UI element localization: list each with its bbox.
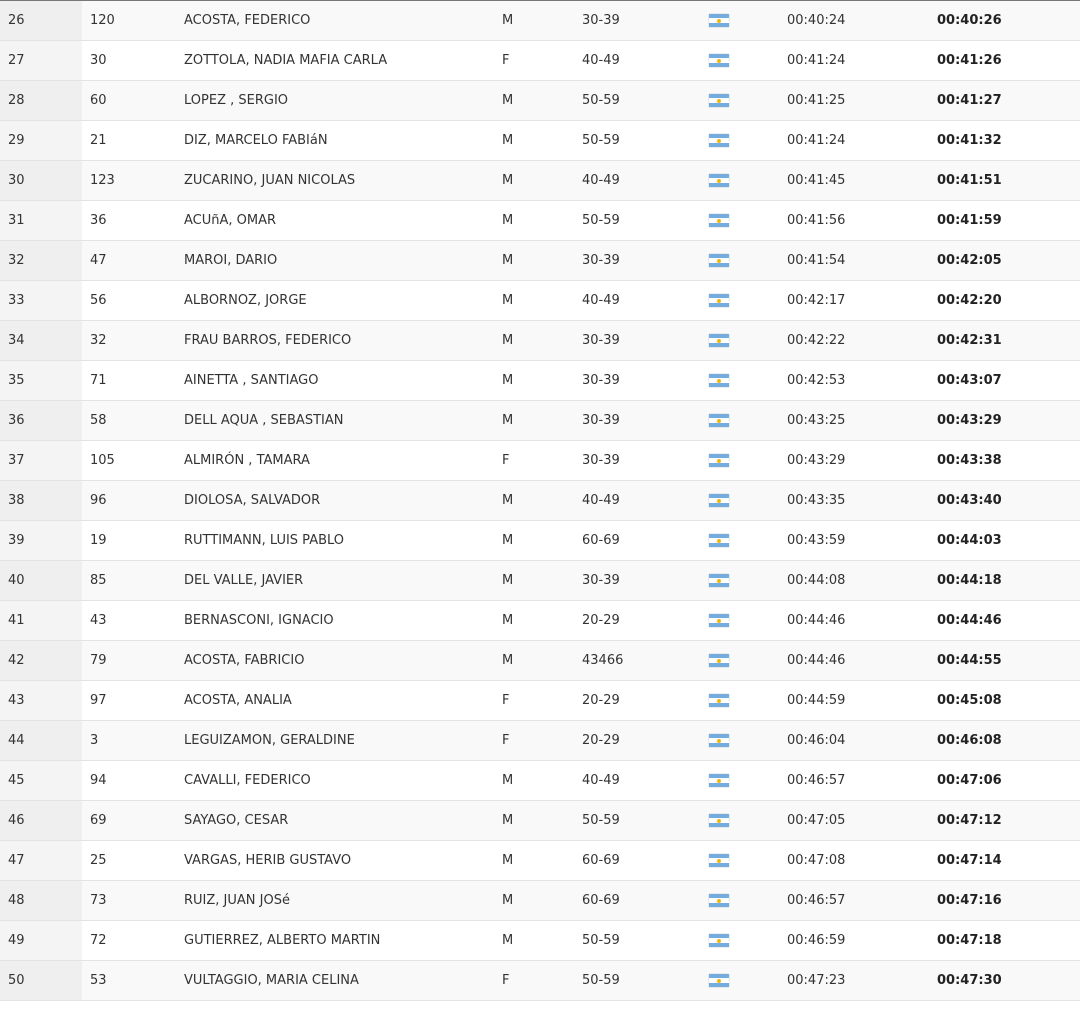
sex-cell: M [500,601,582,641]
country-cell [707,521,787,561]
sex-cell: F [500,961,582,1001]
runner-name-cell: CAVALLI, FEDERICO [180,761,500,801]
table-row [0,961,1080,1001]
position-cell: 41 [0,601,82,641]
final-time-cell: 00:47:16 [937,881,1080,921]
category-cell: 20-29 [582,721,707,761]
country-cell [707,681,787,721]
country-cell [707,321,787,361]
category-cell: 30-39 [582,441,707,481]
final-time-cell: 00:40:26 [937,1,1080,41]
bib-number-cell: 71 [82,361,180,401]
position-cell: 35 [0,361,82,401]
category-cell: 20-29 [582,601,707,641]
argentina-flag-icon [709,454,729,467]
table-row [0,41,1080,81]
final-time-cell: 00:42:31 [937,321,1080,361]
time-cell: 00:43:25 [787,401,937,441]
runner-name-cell: FRAU BARROS, FEDERICO [180,321,500,361]
runner-name-cell: ALBORNOZ, JORGE [180,281,500,321]
runner-name-cell: LEGUIZAMON, GERALDINE [180,721,500,761]
time-cell: 00:47:08 [787,841,937,881]
final-time-cell: 00:41:59 [937,201,1080,241]
table-row [0,481,1080,521]
bib-number-cell: 25 [82,841,180,881]
position-cell: 47 [0,841,82,881]
position-cell: 34 [0,321,82,361]
category-cell: 60-69 [582,521,707,561]
argentina-flag-icon [709,374,729,387]
category-cell: 30-39 [582,561,707,601]
runner-name-cell: RUIZ, JUAN JOSé [180,881,500,921]
table-row [0,641,1080,681]
bib-number-cell: 69 [82,801,180,841]
time-cell: 00:44:08 [787,561,937,601]
time-cell: 00:44:46 [787,641,937,681]
runner-name-cell: DELL AQUA , SEBASTIAN [180,401,500,441]
runner-name-cell: AINETTA , SANTIAGO [180,361,500,401]
position-cell: 33 [0,281,82,321]
final-time-cell: 00:44:55 [937,641,1080,681]
final-time-cell: 00:47:12 [937,801,1080,841]
time-cell: 00:43:59 [787,521,937,561]
category-cell: 50-59 [582,801,707,841]
final-time-cell: 00:45:08 [937,681,1080,721]
position-cell: 42 [0,641,82,681]
bib-number-cell: 32 [82,321,180,361]
bib-number-cell: 73 [82,881,180,921]
category-cell: 50-59 [582,961,707,1001]
bib-number-cell: 97 [82,681,180,721]
sex-cell: M [500,641,582,681]
position-cell: 45 [0,761,82,801]
runner-name-cell: ZUCARINO, JUAN NICOLAS [180,161,500,201]
final-time-cell: 00:41:27 [937,81,1080,121]
final-time-cell: 00:42:05 [937,241,1080,281]
category-cell: 50-59 [582,201,707,241]
bib-number-cell: 43 [82,601,180,641]
final-time-cell: 00:43:40 [937,481,1080,521]
time-cell: 00:43:29 [787,441,937,481]
time-cell: 00:44:59 [787,681,937,721]
position-cell: 49 [0,921,82,961]
table-row [0,401,1080,441]
time-cell: 00:46:57 [787,761,937,801]
category-cell: 30-39 [582,401,707,441]
runner-name-cell: ALMIRÓN , TAMARA [180,441,500,481]
position-cell: 30 [0,161,82,201]
table-row [0,321,1080,361]
position-cell: 31 [0,201,82,241]
country-cell [707,281,787,321]
sex-cell: M [500,761,582,801]
country-cell [707,801,787,841]
country-cell [707,561,787,601]
final-time-cell: 00:43:07 [937,361,1080,401]
runner-name-cell: DEL VALLE, JAVIER [180,561,500,601]
runner-name-cell: ACOSTA, FABRICIO [180,641,500,681]
position-cell: 32 [0,241,82,281]
bib-number-cell: 30 [82,41,180,81]
argentina-flag-icon [709,294,729,307]
time-cell: 00:46:04 [787,721,937,761]
argentina-flag-icon [709,934,729,947]
runner-name-cell: RUTTIMANN, LUIS PABLO [180,521,500,561]
time-cell: 00:41:45 [787,161,937,201]
position-cell: 44 [0,721,82,761]
table-row [0,441,1080,481]
time-cell: 00:42:22 [787,321,937,361]
argentina-flag-icon [709,654,729,667]
runner-name-cell: ACUñA, OMAR [180,201,500,241]
table-row [0,81,1080,121]
position-cell: 40 [0,561,82,601]
time-cell: 00:47:05 [787,801,937,841]
position-cell: 26 [0,1,82,41]
argentina-flag-icon [709,94,729,107]
bib-number-cell: 56 [82,281,180,321]
runner-name-cell: ACOSTA, FEDERICO [180,1,500,41]
time-cell: 00:46:59 [787,921,937,961]
table-row [0,521,1080,561]
sex-cell: M [500,801,582,841]
country-cell [707,721,787,761]
position-cell: 46 [0,801,82,841]
argentina-flag-icon [709,14,729,27]
final-time-cell: 00:44:18 [937,561,1080,601]
sex-cell: M [500,401,582,441]
sex-cell: F [500,721,582,761]
runner-name-cell: LOPEZ , SERGIO [180,81,500,121]
category-cell: 50-59 [582,121,707,161]
country-cell [707,601,787,641]
table-row [0,1,1080,41]
position-cell: 37 [0,441,82,481]
final-time-cell: 00:47:30 [937,961,1080,1001]
argentina-flag-icon [709,734,729,747]
final-time-cell: 00:42:20 [937,281,1080,321]
table-row [0,921,1080,961]
sex-cell: M [500,241,582,281]
final-time-cell: 00:41:32 [937,121,1080,161]
time-cell: 00:41:25 [787,81,937,121]
position-cell: 28 [0,81,82,121]
category-cell: 60-69 [582,881,707,921]
time-cell: 00:43:35 [787,481,937,521]
sex-cell: M [500,281,582,321]
runner-name-cell: BERNASCONI, IGNACIO [180,601,500,641]
runner-name-cell: VULTAGGIO, MARIA CELINA [180,961,500,1001]
table-row [0,841,1080,881]
category-cell: 43466 [582,641,707,681]
argentina-flag-icon [709,894,729,907]
country-cell [707,641,787,681]
country-cell [707,961,787,1001]
sex-cell: M [500,881,582,921]
country-cell [707,201,787,241]
category-cell: 50-59 [582,921,707,961]
bib-number-cell: 3 [82,721,180,761]
country-cell [707,921,787,961]
sex-cell: M [500,481,582,521]
argentina-flag-icon [709,974,729,987]
position-cell: 43 [0,681,82,721]
runner-name-cell: ZOTTOLA, NADIA MAFIA CARLA [180,41,500,81]
category-cell: 40-49 [582,161,707,201]
bib-number-cell: 105 [82,441,180,481]
argentina-flag-icon [709,134,729,147]
bib-number-cell: 120 [82,1,180,41]
sex-cell: M [500,81,582,121]
category-cell: 40-49 [582,281,707,321]
bib-number-cell: 96 [82,481,180,521]
table-row [0,201,1080,241]
country-cell [707,1,787,41]
bib-number-cell: 19 [82,521,180,561]
time-cell: 00:41:56 [787,201,937,241]
sex-cell: M [500,841,582,881]
sex-cell: F [500,41,582,81]
position-cell: 39 [0,521,82,561]
table-row [0,761,1080,801]
runner-name-cell: DIZ, MARCELO FABIáN [180,121,500,161]
time-cell: 00:42:53 [787,361,937,401]
sex-cell: M [500,1,582,41]
final-time-cell: 00:41:26 [937,41,1080,81]
time-cell: 00:41:24 [787,41,937,81]
argentina-flag-icon [709,774,729,787]
final-time-cell: 00:47:06 [937,761,1080,801]
time-cell: 00:44:46 [787,601,937,641]
time-cell: 00:42:17 [787,281,937,321]
category-cell: 20-29 [582,681,707,721]
argentina-flag-icon [709,574,729,587]
results-body [0,1,1080,1001]
bib-number-cell: 85 [82,561,180,601]
category-cell: 30-39 [582,241,707,281]
country-cell [707,441,787,481]
position-cell: 50 [0,961,82,1001]
time-cell: 00:46:57 [787,881,937,921]
country-cell [707,121,787,161]
final-time-cell: 00:44:03 [937,521,1080,561]
table-row [0,161,1080,201]
table-row [0,561,1080,601]
bib-number-cell: 58 [82,401,180,441]
category-cell: 40-49 [582,41,707,81]
country-cell [707,481,787,521]
country-cell [707,161,787,201]
table-row [0,601,1080,641]
country-cell [707,361,787,401]
country-cell [707,881,787,921]
bib-number-cell: 60 [82,81,180,121]
bib-number-cell: 36 [82,201,180,241]
category-cell: 30-39 [582,361,707,401]
sex-cell: M [500,561,582,601]
argentina-flag-icon [709,694,729,707]
position-cell: 36 [0,401,82,441]
country-cell [707,401,787,441]
sex-cell: M [500,321,582,361]
argentina-flag-icon [709,494,729,507]
country-cell [707,81,787,121]
argentina-flag-icon [709,54,729,67]
runner-name-cell: GUTIERREZ, ALBERTO MARTIN [180,921,500,961]
table-row [0,121,1080,161]
argentina-flag-icon [709,614,729,627]
table-row [0,241,1080,281]
final-time-cell: 00:44:46 [937,601,1080,641]
category-cell: 60-69 [582,841,707,881]
sex-cell: F [500,441,582,481]
table-row [0,361,1080,401]
argentina-flag-icon [709,214,729,227]
table-row [0,881,1080,921]
sex-cell: M [500,921,582,961]
argentina-flag-icon [709,254,729,267]
bib-number-cell: 79 [82,641,180,681]
category-cell: 50-59 [582,81,707,121]
runner-name-cell: VARGAS, HERIB GUSTAVO [180,841,500,881]
position-cell: 29 [0,121,82,161]
bib-number-cell: 94 [82,761,180,801]
table-row [0,681,1080,721]
position-cell: 48 [0,881,82,921]
bib-number-cell: 53 [82,961,180,1001]
final-time-cell: 00:46:08 [937,721,1080,761]
time-cell: 00:47:23 [787,961,937,1001]
sex-cell: M [500,161,582,201]
argentina-flag-icon [709,534,729,547]
time-cell: 00:40:24 [787,1,937,41]
runner-name-cell: DIOLOSA, SALVADOR [180,481,500,521]
table-row [0,721,1080,761]
country-cell [707,41,787,81]
argentina-flag-icon [709,414,729,427]
sex-cell: M [500,521,582,561]
position-cell: 38 [0,481,82,521]
time-cell: 00:41:54 [787,241,937,281]
runner-name-cell: MAROI, DARIO [180,241,500,281]
bib-number-cell: 123 [82,161,180,201]
bib-number-cell: 21 [82,121,180,161]
runner-name-cell: SAYAGO, CESAR [180,801,500,841]
category-cell: 30-39 [582,321,707,361]
sex-cell: F [500,681,582,721]
country-cell [707,241,787,281]
final-time-cell: 00:47:14 [937,841,1080,881]
category-cell: 30-39 [582,1,707,41]
table-row [0,801,1080,841]
final-time-cell: 00:47:18 [937,921,1080,961]
argentina-flag-icon [709,174,729,187]
table-row [0,281,1080,321]
final-time-cell: 00:43:38 [937,441,1080,481]
argentina-flag-icon [709,854,729,867]
argentina-flag-icon [709,814,729,827]
final-time-cell: 00:41:51 [937,161,1080,201]
category-cell: 40-49 [582,761,707,801]
argentina-flag-icon [709,334,729,347]
final-time-cell: 00:43:29 [937,401,1080,441]
time-cell: 00:41:24 [787,121,937,161]
country-cell [707,761,787,801]
bib-number-cell: 72 [82,921,180,961]
sex-cell: M [500,361,582,401]
position-cell: 27 [0,41,82,81]
sex-cell: M [500,121,582,161]
sex-cell: M [500,201,582,241]
country-cell [707,841,787,881]
runner-name-cell: ACOSTA, ANALIA [180,681,500,721]
bib-number-cell: 47 [82,241,180,281]
category-cell: 40-49 [582,481,707,521]
